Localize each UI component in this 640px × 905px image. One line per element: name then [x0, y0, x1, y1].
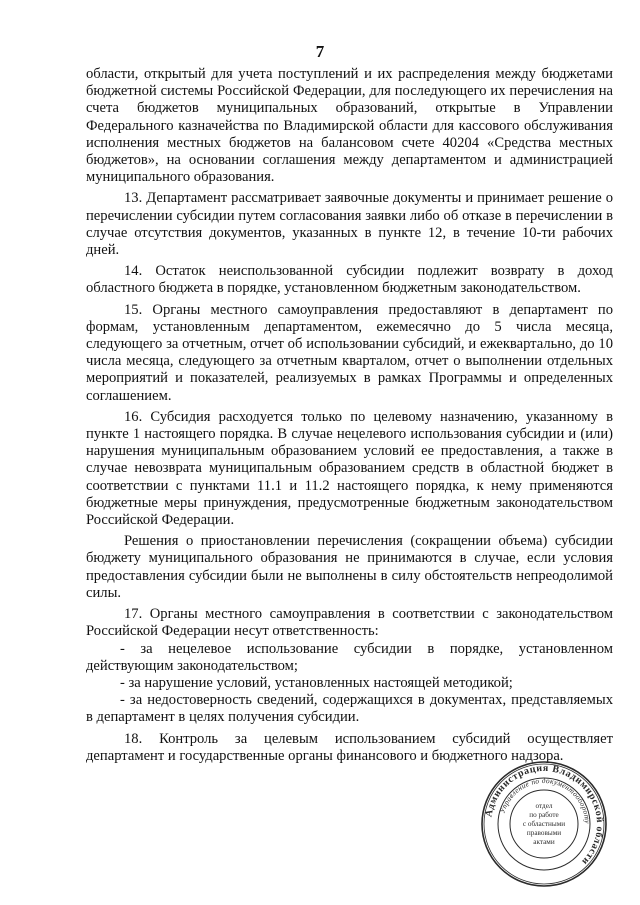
paragraph-17: 17. Органы местного самоуправления в соответствии с законодательством Российской Федерации несут ответственность:: [86, 606, 613, 640]
paragraph-16-note: Решения о приостановлении перечисления (сокращении объема) субсидии бюджету муниципального образования не принимаются в случае, если условия предоставления субсидии были не выполнены в силу обстоятельств непреодолимой силы.: [86, 533, 613, 601]
paragraph-18: 18. Контроль за целевым использованием субсидий осуществляет департамент и государственные органы финансового и бюджетного надзора.: [86, 730, 613, 764]
paragraph-15: 15. Органы местного самоуправления предоставляют в департамент по формам, установленным департаментом, ежемесячно до 5 числа месяца, следующего за отчетным, отчет об использовании субсидий, и ежеквартально, до 10 числа месяца, следующего за отчетным кварталом, отчет о выполнении отдельных мероприятий и показателей, реализуемых в рамках Программы и определенных соглашением.: [86, 301, 613, 404]
stamp-center-line: по работе: [529, 811, 559, 819]
document-body: [86, 66, 613, 765]
paragraph-16: 16. Субсидия расходуется только по целевому назначению, указанному в пункте 1 настоящего порядка. В случае нецелевого использования субсидии и (или) нарушения муниципальным образованием условий ее предоставления, а также в случае невозврата муниципальным образованием средств в областной бюджет в соответствии с пунктами 11.1 и 11.2 настоящего порядка, к нему применяются бюджетные меры принуждения, предусмотренные бюджетным законодательством Российской Федерации.: [86, 408, 613, 529]
stamp-center-line: с областными: [522, 820, 566, 828]
stamp-outer-text: Администрация Владимирской области: [483, 762, 606, 868]
paragraph-14: 14. Остаток неиспользованной субсидии подлежит возврату в доход областного бюджета в порядке, установленном бюджетным законодательством.: [86, 263, 613, 297]
stamp-center-line: актами: [533, 838, 555, 846]
list-item-violation: - за нарушение условий, установленных настоящей методикой;: [120, 674, 513, 691]
paragraph-13: 13. Департамент рассматривает заявочные документы и принимает решение о перечислении субсидии путем согласования заявки либо об отказе в перечислении в случае отсутствия документов, указанных в пункте 12, в течение 10-ти рабочих дней.: [86, 190, 613, 259]
stamp-inner-text: Управление по документообороту: [497, 775, 593, 824]
page-number: 7: [315, 42, 325, 61]
list-item-inaccuracy: - за недостоверность сведений, содержащихся в документах, представляемых в департамент в целях получения субсидии.: [86, 692, 613, 726]
paragraph-continuation: области, открытый для учета поступлений и их распределения между бюджетами бюджетной системы Российской Федерации, для последующего их перечисления на счета бюджетов муниципальных образований, открытые в Управлении Федерального казначейства по Владимирской области для кассового обслуживания исполнения местных бюджетов на балансовом счете 40204 «Средства местных бюджетов», на основании соглашения между департаментом и администрацией муниципального образования.: [86, 66, 613, 186]
stamp-center-line: отдел: [535, 802, 553, 810]
list-item-misuse: - за нецелевое использование субсидии в порядке, установленном действующим законодательством;: [86, 640, 613, 674]
stamp-center-line: правовыми: [526, 829, 562, 837]
stamp-seal-icon: [480, 760, 608, 888]
official-stamp: [480, 760, 608, 888]
